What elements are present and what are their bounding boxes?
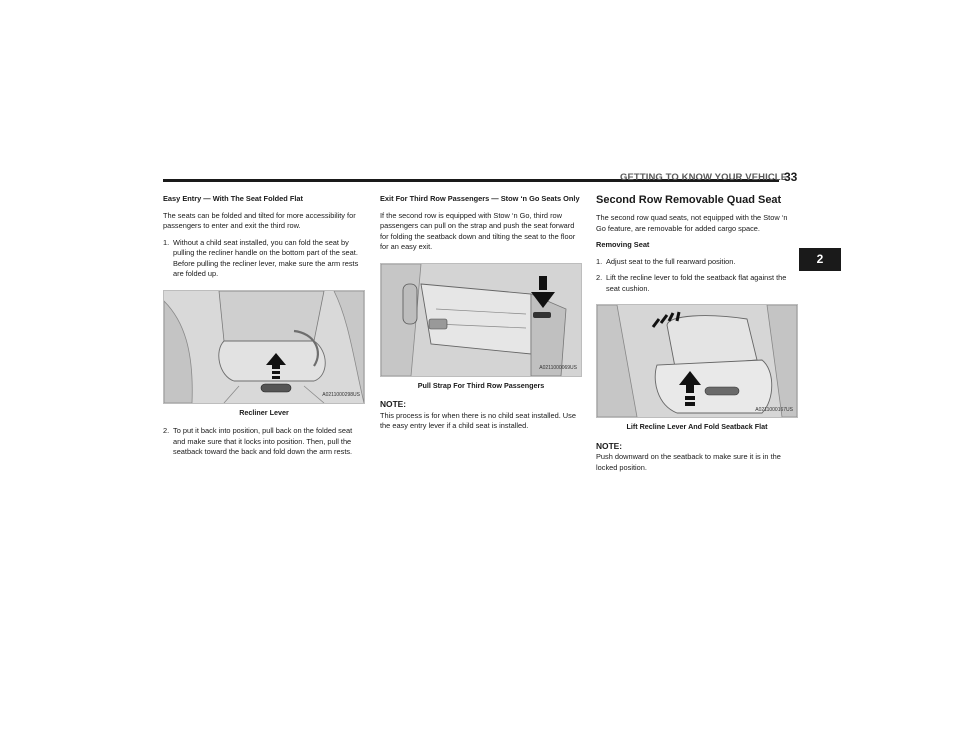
column-exit-third-row	[380, 194, 582, 438]
figure-code: A0211000298US	[322, 392, 360, 398]
running-header-title: GETTING TO KNOW YOUR VEHICLE	[620, 172, 788, 183]
figure-code: A0211000167US	[755, 406, 793, 413]
step-text: Without a child seat installed, you can fold the seat by pulling the recliner handle on the bottom part of the seat. Before pulling the recliner lever, make sure the arm rests are folded up.	[173, 237, 359, 278]
step-text: Adjust seat to the full rearward position.	[606, 256, 736, 266]
section-heading: Easy Entry — With The Seat Folded Flat	[163, 194, 303, 203]
paragraph: If the second row is equipped with Stow ‘n Go, third row passengers can pull on the strap and push the seat forward for folding the seatback down and tilting the seat to the floor for an easy exit.	[380, 210, 576, 251]
note-text: This process is for when there is no child seat installed. Use the easy entry lever if a child seat is installed.	[380, 410, 576, 430]
paragraph: The second row quad seats, not equipped with the Stow ‘n Go feature, are removable for added cargo space.	[596, 213, 788, 233]
note-label: NOTE:	[596, 440, 623, 451]
step-number: 1.	[163, 237, 170, 247]
quad-seat-illustration	[597, 305, 797, 417]
figure-caption: Lift Recline Lever And Fold Seatback Flat	[626, 422, 768, 431]
step-number: 1.	[596, 256, 603, 266]
column-quad-seat	[596, 194, 798, 479]
paragraph: The seats can be folded and tilted for more accessibility for passengers to enter and exit the third row.	[163, 210, 356, 230]
figure-caption: Recliner Lever	[239, 407, 289, 417]
note-label: NOTE:	[380, 399, 407, 409]
step-text: Lift the recline lever to fold the seatback flat against the seat cushion.	[606, 273, 787, 293]
figure-caption: Pull Strap For Third Row Passengers	[417, 380, 545, 390]
figure-recliner-lever	[163, 290, 365, 404]
step-item	[596, 273, 798, 294]
step-item	[596, 257, 798, 268]
step-item	[163, 426, 365, 458]
subheading: Removing Seat	[596, 240, 650, 249]
step-item	[163, 238, 365, 280]
section-heading: Exit For Third Row Passengers — Stow ‘n Go Seats Only	[380, 194, 580, 203]
figure-pull-strap	[380, 263, 582, 377]
figure-code: A0211000069US	[539, 365, 577, 371]
figure-recline-lever	[596, 304, 798, 418]
column-easy-entry	[163, 194, 365, 464]
section-heading: Second Row Removable Quad Seat	[596, 194, 782, 206]
chapter-tab[interactable]: 2	[799, 248, 841, 271]
step-text: To put it back into position, pull back on the folded seat and make sure that it locks into position. Then, pull the seatback toward the back and fold down the arm rests.	[173, 426, 353, 456]
step-number: 2.	[596, 273, 603, 282]
seat-strap-illustration	[381, 264, 581, 376]
page-number: 33	[784, 170, 798, 184]
seat-illustration	[164, 291, 364, 403]
step-number: 2.	[163, 426, 170, 435]
note-text: Push downward on the seatback to make sure it is in the locked position.	[596, 452, 781, 472]
